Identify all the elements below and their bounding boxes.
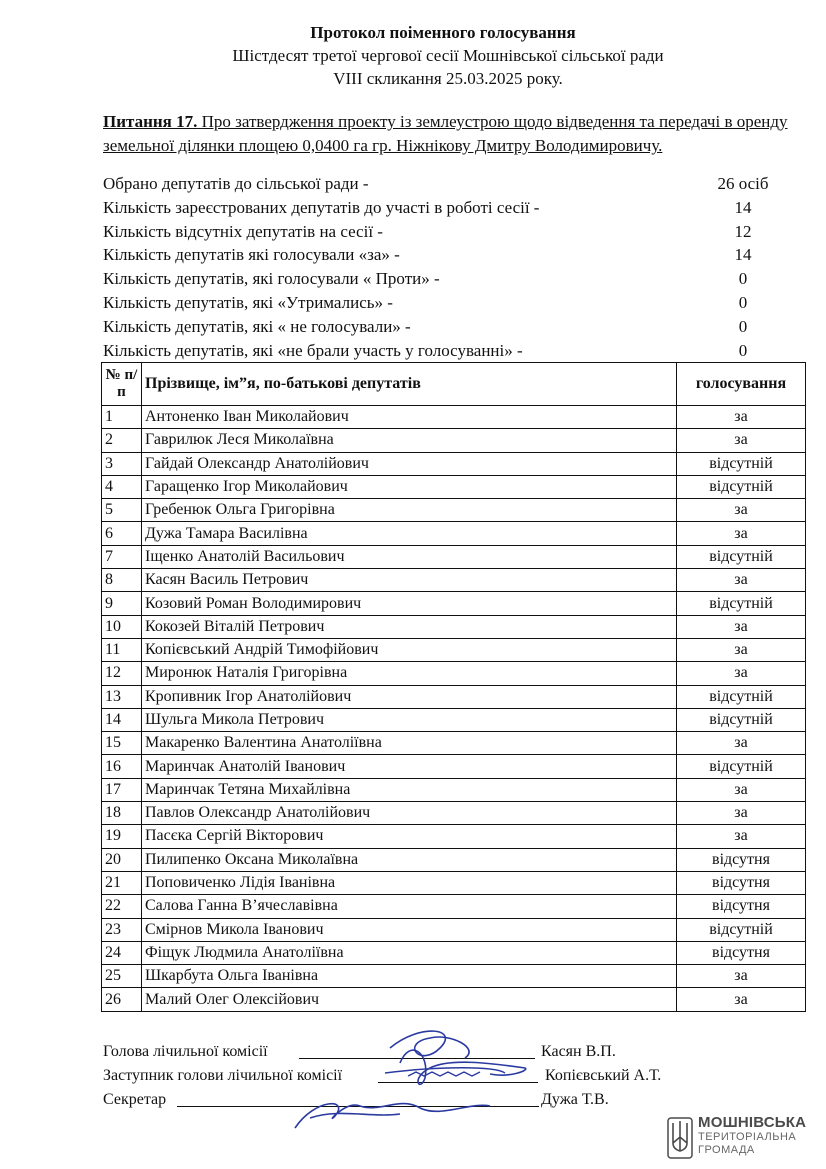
stat-value: 14 [734,197,752,217]
deputy-name: Гребенюк Ольга Григорівна [142,499,677,522]
table-row [102,825,806,848]
vote-result: відсутній [677,685,806,708]
vote-result: за [677,778,806,801]
vote-result: відсутній [677,452,806,475]
table-header-row [102,363,806,406]
vote-result: за [677,662,806,685]
column-header-number: № п/п [102,363,142,406]
deputy-name: Павлов Олександр Анатолійович [142,802,677,825]
stat-label: Кількість депутатів, які «Утримались» - [103,292,393,312]
deputy-name: Козовий Роман Володимирович [142,592,677,615]
vote-result: відсутній [677,475,806,498]
deputy-name: Малий Олег Олексійович [142,988,677,1011]
row-number: 3 [102,452,142,475]
stat-label: Кількість відсутніх депутатів на сесії - [103,221,383,241]
signatory-role: Голова лічильної комісії [103,1043,268,1060]
deputy-name: Шкарбута Ольга Іванівна [142,965,677,988]
watermark-line-3: ГРОМАДА [698,1144,755,1156]
stat-value: 26 осіб [717,174,769,193]
stat-value: 0 [738,269,748,289]
signatory-name: Копієвський А.Т. [545,1067,662,1084]
stat-label: Кількість депутатів, які голосували « Проти» - [103,269,440,289]
stat-label: Кількість депутатів які голосували «за» - [103,245,400,265]
deputy-name: Поповиченко Лідія Іванівна [142,871,677,894]
vote-result: відсутня [677,848,806,871]
vote-result: відсутня [677,895,806,918]
signatory-role: Секретар [103,1091,167,1108]
table-row [102,988,806,1011]
stat-value: 0 [738,292,748,312]
deputy-name: Гаврилюк Леся Миколаївна [142,429,677,452]
row-number: 6 [102,522,142,545]
row-number: 11 [102,638,142,661]
table-row [102,452,806,475]
vote-result: відсутній [677,708,806,731]
row-number: 7 [102,545,142,568]
row-number: 13 [102,685,142,708]
row-number: 16 [102,755,142,778]
stat-row [103,220,803,244]
document-header [0,22,826,90]
row-number: 21 [102,871,142,894]
table-row [102,755,806,778]
table-row [102,569,806,592]
table-row [102,545,806,568]
table-row [102,429,806,452]
stat-row [103,315,803,339]
stat-value: 12 [734,221,752,241]
row-number: 19 [102,825,142,848]
vote-result: за [677,988,806,1011]
trident-icon [667,1117,693,1159]
table-row [102,708,806,731]
row-number: 22 [102,895,142,918]
row-number: 25 [102,965,142,988]
table-row [102,802,806,825]
vote-result: за [677,825,806,848]
vote-result: за [677,569,806,592]
table-row [102,871,806,894]
row-number: 12 [102,662,142,685]
table-row [102,778,806,801]
vote-result: за [677,965,806,988]
deputy-name: Миронюк Наталія Григорівна [142,662,677,685]
row-number: 23 [102,918,142,941]
row-number: 9 [102,592,142,615]
row-number: 20 [102,848,142,871]
stat-row [103,267,803,291]
deputy-name: Іщенко Анатолій Васильович [142,545,677,568]
signatory-name: Касян В.П. [541,1043,616,1060]
vote-result: за [677,429,806,452]
stat-label: Кількість депутатів, які «не брали участь у голосуванні» - [103,340,523,360]
deputy-name: Кокозей Віталій Петрович [142,615,677,638]
deputy-name: Пилипенко Оксана Миколаївна [142,848,677,871]
table-row [102,592,806,615]
table-row [102,475,806,498]
deputy-name: Копієвський Андрій Тимофійович [142,638,677,661]
vote-result: відсутня [677,941,806,964]
watermark-line-1: МОШНІВСЬКА [698,1114,807,1131]
stat-row [103,196,803,220]
vote-result: за [677,802,806,825]
signatory-name: Дужа Т.В. [541,1091,609,1108]
deputy-name: Гайдай Олександр Анатолійович [142,452,677,475]
table-row [102,685,806,708]
vote-result: за [677,732,806,755]
stat-row [103,339,803,363]
roll-call-table [101,362,806,1012]
vote-result: відсутня [677,871,806,894]
vote-result: відсутній [677,755,806,778]
table-row [102,848,806,871]
table-row [102,732,806,755]
stat-value: 0 [738,340,748,360]
table-row [102,895,806,918]
stat-label: Кількість депутатів, які « не голосували» - [103,316,411,336]
stat-row [103,172,803,196]
stat-row [103,243,803,267]
watermark-line-2: ТЕРИТОРІАЛЬНА [698,1131,797,1143]
deputy-name: Пасєка Сергій Вікторович [142,825,677,848]
deputy-name: Дужа Тамара Василівна [142,522,677,545]
vote-result: за [677,615,806,638]
signatory-role: Заступник голови лічильної комісії [103,1067,343,1084]
deputy-name: Гаращенко Ігор Миколайович [142,475,677,498]
table-row [102,499,806,522]
convocation-date-line: VIII скликання 25.03.2025 року. [333,69,563,88]
row-number: 24 [102,941,142,964]
column-header-vote: голосування [677,363,806,406]
row-number: 2 [102,429,142,452]
column-header-name: Прізвище, ім”я, по-батькові депутатів [142,363,677,406]
stat-label: Обрано депутатів до сільської ради - [103,174,369,193]
row-number: 5 [102,499,142,522]
vote-result: відсутній [677,545,806,568]
deputy-name: Кропивник Ігор Анатолійович [142,685,677,708]
community-watermark-logo [667,1114,817,1164]
deputy-name: Фіщук Людмила Анатоліївна [142,941,677,964]
vote-result: за [677,522,806,545]
row-number: 1 [102,406,142,429]
vote-result: відсутній [677,592,806,615]
stat-label: Кількість зареєстрованих депутатів до участі в роботі сесії - [103,197,540,217]
deputy-name: Шульга Микола Петрович [142,708,677,731]
table-row [102,406,806,429]
row-number: 8 [102,569,142,592]
question-text: Про затвердження проекту із землеустрою щодо відведення та передачі в оренду земельної ділянки площею 0,0400 га гр. Ніжнікову Дмитру Володимировичу. [103,112,788,155]
table-row [102,965,806,988]
vote-result: за [677,406,806,429]
vote-result: за [677,499,806,522]
row-number: 26 [102,988,142,1011]
deputy-name: Маринчак Анатолій Іванович [142,755,677,778]
row-number: 10 [102,615,142,638]
session-line: Шістдесят третої чергової сесії Мошнівської сільської ради [232,46,664,65]
row-number: 17 [102,778,142,801]
document-title: Протокол поіменного голосування [310,23,576,42]
vote-result: за [677,638,806,661]
vote-statistics [103,172,803,362]
row-number: 4 [102,475,142,498]
table-row [102,638,806,661]
stat-value: 0 [738,316,748,336]
deputy-name: Маринчак Тетяна Михайлівна [142,778,677,801]
handwritten-signatures [290,1018,550,1138]
table-row [102,918,806,941]
deputy-name: Макаренко Валентина Анатоліївна [142,732,677,755]
stat-value: 14 [734,245,752,265]
row-number: 18 [102,802,142,825]
row-number: 14 [102,708,142,731]
table-row [102,522,806,545]
deputy-name: Смірнов Микола Іванович [142,918,677,941]
deputy-name: Салова Ганна В’ячеславівна [142,895,677,918]
vote-result: відсутній [677,918,806,941]
table-row [102,615,806,638]
table-row [102,662,806,685]
stat-row [103,291,803,315]
agenda-question [103,110,803,158]
row-number: 15 [102,732,142,755]
question-number: Питання 17. [103,112,198,131]
deputy-name: Касян Василь Петрович [142,569,677,592]
table-row [102,941,806,964]
deputy-name: Антоненко Іван Миколайович [142,406,677,429]
